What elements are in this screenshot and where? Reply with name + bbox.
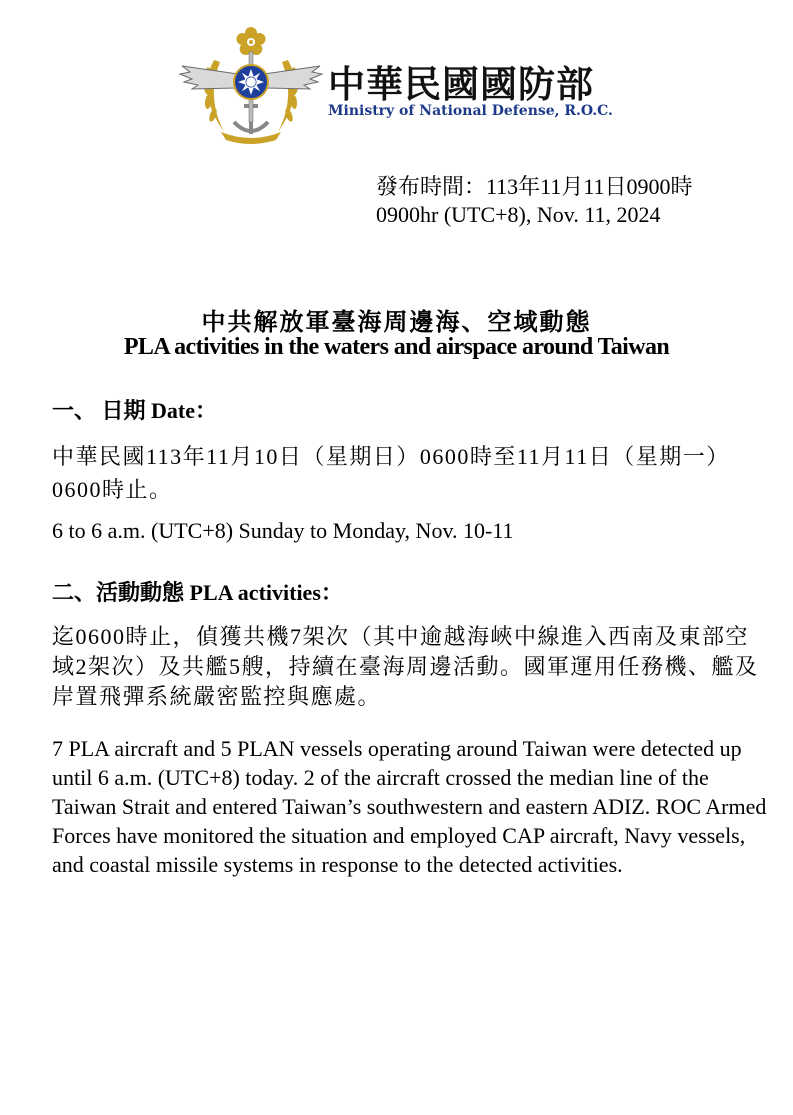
document-title-chinese: 中共解放軍臺海周邊海、空域動態	[201, 307, 592, 336]
plum-blossom-icon	[237, 27, 266, 55]
section-2-heading	[52, 576, 343, 607]
date-range-english: 6 to 6 a.m. (UTC+8) Sunday to Monday, Nov. 10-11	[52, 518, 514, 543]
section-2-number: 二、	[52, 580, 97, 606]
blue-sky-white-sun-icon	[234, 65, 268, 99]
mnd-emblem-logo	[176, 22, 326, 147]
release-time-chinese: 發布時間：113年11月11日0900時	[376, 174, 693, 199]
date-range-chinese: 中華民國113年11月10日（星期日）0600時至11月11日（星期一）0600時止。	[52, 444, 730, 502]
document-title-english: PLA activities in the waters and airspace around Taiwan	[123, 334, 670, 360]
activities-english: 7 PLA aircraft and 5 PLAN vessels operating around Taiwan were detected up until 6 a.m. (UTC+8) today. 2 of the aircraft crossed the median line of the Taiwan Strait and entered Taiwan’s southwestern and eastern ADIZ. ROC Armed Forces have monitored the situation and employed CAP aircraft, Navy vessels, and coastal missile systems in response to the detected activities.	[52, 736, 767, 877]
org-name-english: Ministry of National Defense, R.O.C.	[328, 103, 613, 119]
section-1-title: 日期 Date：	[101, 398, 217, 423]
release-time-english: 0900hr (UTC+8), Nov. 11, 2024	[376, 202, 661, 227]
section-2-title: 活動動態 PLA activities：	[96, 580, 343, 605]
org-name-chinese: 中華民國國防部	[328, 63, 594, 106]
section-1-number: 一、	[52, 398, 97, 424]
activities-chinese: 迄0600時止，偵獲共機7架次（其中逾越海峽中線進入西南及東部空域2架次）及共艦5艘，持續在臺海周邊活動。國軍運用任務機、艦及岸置飛彈系統嚴密監控與應處。	[52, 624, 759, 709]
section-1-heading	[52, 394, 217, 425]
